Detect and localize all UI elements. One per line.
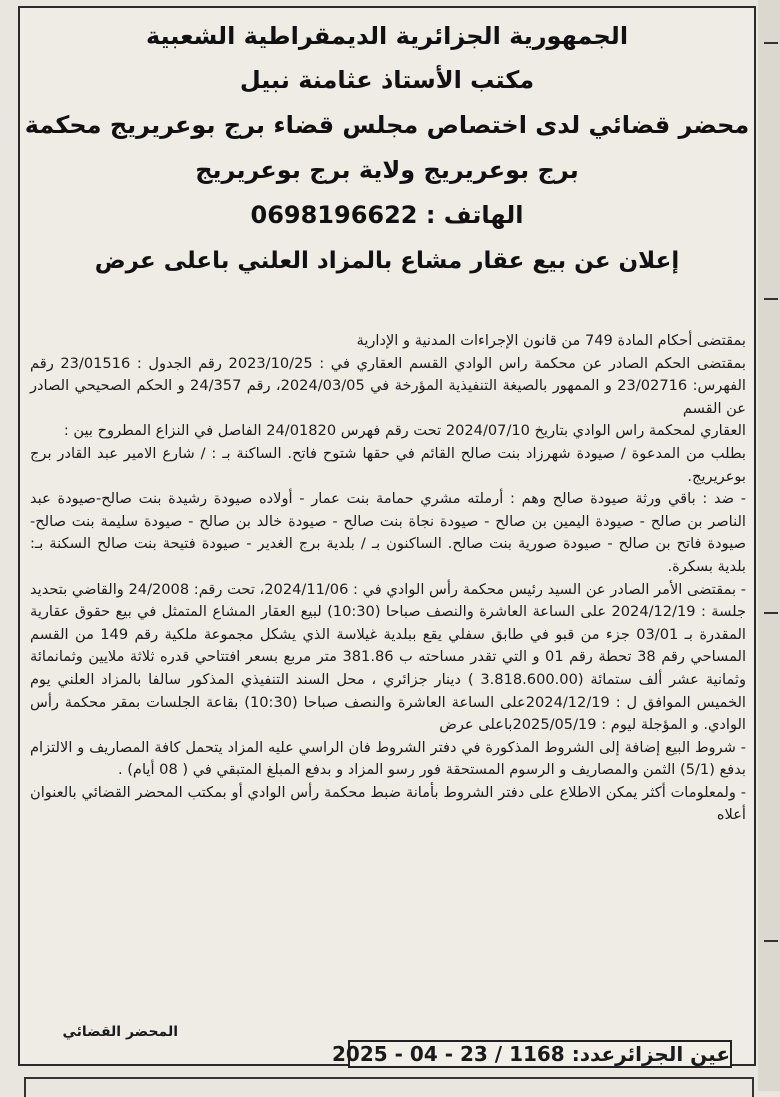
body-paragraph: بطلب من المدعوة / صيودة شهرزاد بنت صالح القائم في حقها شتوح فاتح. الساكنة بـ : / شارع الامير عبد القادر برج بوعريريج. — [30, 444, 746, 485]
republic-title: الجمهورية الجزائرية الديمقراطية الشعبية — [145, 22, 629, 50]
phone-number: الهاتف : 0698196622 — [250, 201, 524, 229]
body-paragraph: العقاري لمحكمة راس الوادي بتاريخ 2024/07/10 تحت رقم فهرس 24/01820 الفاصل في النزاع المطروح بين : — [63, 422, 746, 440]
body-paragraph: - شروط البيع إضافة إلى الشروط المذكورة في دفتر الشروط فان الراسي عليه المزاد يتحمل كافة المصاريف و الالتزام بدفع (5/1) الثمن والمصاريف و الرسوم المستحقة فور رسو المزاد و بدفع المبلغ المتبقي في ( 08 أيام) . — [30, 738, 746, 779]
page-edge — [758, 0, 780, 1091]
body-paragraph: - ولمعلومات أكثر يمكن الاطلاع على دفتر الشروط بأمانة ضبط محكمة رأس الوادي أو بمكتب المحضر القضائي بالعنوان أعلاه — [30, 783, 746, 824]
bailiff-title: محضر قضائي لدى اختصاص مجلس قضاء برج بوعريريج محكمة — [24, 111, 750, 139]
body-paragraph: - ضد : باقي ورثة صيودة صالح وهم : أرملته مشري حمامة بنت عمار - أولاده صيودة رشيدة بنت صالح-صيودة عبد الناصر بن صالح - صيودة اليمين بن صالح - صيودة نجاة بنت صالح - صيودة خالد بن صالح - صيودة سليمة بنت صالح-صيودة فاتح بن صالح - صيودة صورية بنت صالح. الساكنون بـ / بلدية برج الغدير - صيودة فتيحة بنت صالح السكنة بـ: بلدية بسكرة. — [30, 490, 746, 575]
bailiff-location: برج بوعريريج ولاية برج بوعريريج — [195, 156, 579, 184]
edge-mark — [764, 298, 778, 300]
announcement-title: إعلان عن بيع عقار مشاع بالمزاد العلني باعلى عرض — [94, 248, 680, 274]
body-paragraph: بمقتضى أحكام المادة 749 من قانون الإجراءات المدنية و الإدارية — [356, 332, 746, 349]
next-announcement-border — [24, 1077, 754, 1097]
edition-number: عين الجزائرعدد: 1168 / 23 - 04 - 2025 — [332, 1042, 730, 1066]
announcement-frame — [18, 6, 756, 1066]
edge-mark — [764, 612, 778, 614]
announcement-header — [20, 14, 754, 284]
office-name: مكتب الأستاذ عثامنة نبيل — [239, 66, 535, 94]
body-paragraph: - بمقتضى الأمر الصادر عن السيد رئيس محكمة رأس الوادي في : 2024/11/06، تحت رقم: 24/2008 والقاضي بتحديد جلسة : 2024/12/19 على الساعة العاشرة والنصف صباحا (10:30) لبيع العقار المشاع المتمثل في بيع حقوق عقارية المقدرة بـ 03/01 جزء من قبو في طابق سفلي يقع ببلدية غيلاسة الذي يشكل مجموعة ملكية رقم 149 من القسم المساحي رقم 38 تحطة رقم 01 و التي تقدر مساحته ب 381.86 متر مربع بسعر افتتاحي قدره ثلاثة ملايين وثمانمائة وثمانية عشر ألف ستمائة (3.818.600.00 ) دينار جزائري ، محل السند التنفيذي المذكور سالفا بالمزاد العلني يوم الخميس الموافق ل : 2024/12/19على الساعة العاشرة والنصف صباحا (10:30) بقاعة الجلسات بمقر محكمة رأس الوادي. و المؤجلة ليوم : 2025/05/19باعلى عرض — [30, 580, 747, 734]
edge-mark — [764, 42, 778, 44]
signature: المحضر القضائي — [62, 1024, 178, 1040]
edge-mark — [764, 940, 778, 942]
announcement-body — [30, 330, 746, 827]
body-paragraph: بمقتضى الحكم الصادر عن محكمة راس الوادي القسم العقاري في : 2023/10/25 رقم الجدول : 23/01516 رقم الفهرس: 23/02716 و الممهور بالصيغة التنفيذية المؤرخة في 2024/03/05، رقم 24/357 و الحكم الصحيحي الصادر عن القسم — [30, 354, 746, 417]
